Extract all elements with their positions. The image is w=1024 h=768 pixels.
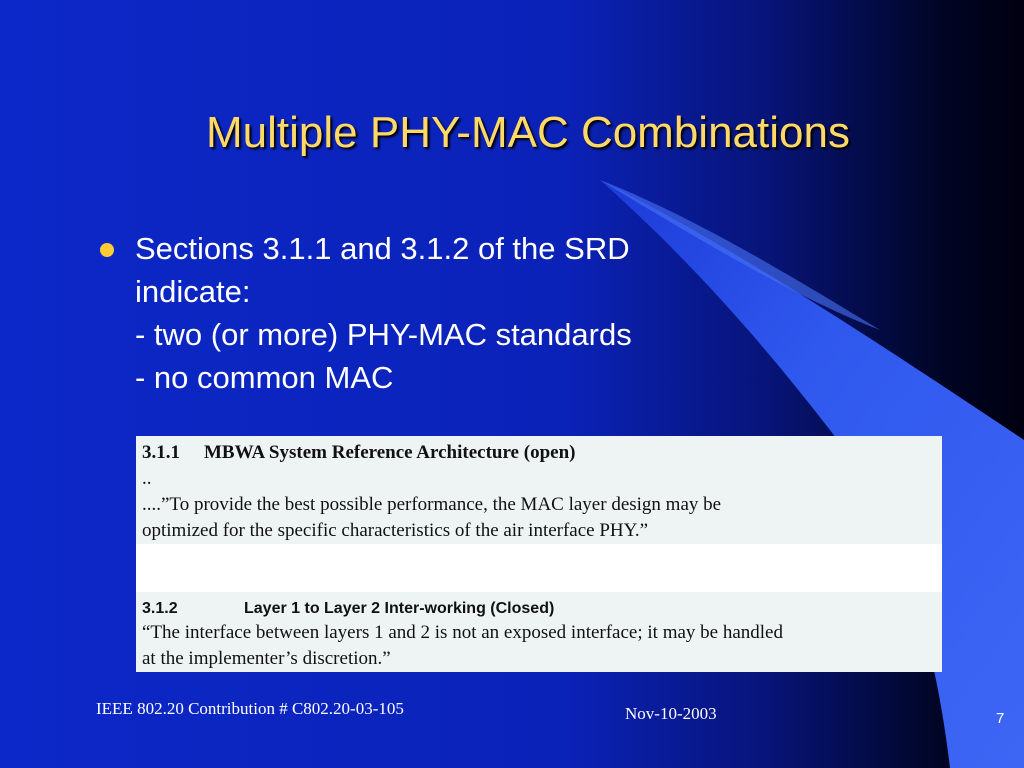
- section-title: MBWA System Reference Architecture (open): [204, 442, 576, 463]
- bullet-line: Sections 3.1.1 and 3.1.2 of the SRD: [135, 231, 630, 266]
- footer-contribution: IEEE 802.20 Contribution # C802.20-03-105: [96, 699, 404, 718]
- section-heading: [142, 440, 936, 466]
- excerpt-ellipsis: ..: [142, 468, 152, 489]
- srd-excerpt-image: [136, 436, 942, 672]
- excerpt-spacer: [136, 544, 942, 592]
- excerpt-quote-line: optimized for the specific characteristics of the air interface PHY.”: [142, 520, 649, 541]
- bullet-line: - no common MAC: [135, 360, 394, 395]
- excerpt-section-3-1-2: [136, 592, 942, 672]
- footer-date: Nov-10-2003: [625, 704, 717, 723]
- section-number: 3.1.2: [142, 600, 178, 617]
- section-heading: [142, 596, 936, 620]
- bullet-text: [135, 227, 795, 399]
- footer-page-number: 7: [996, 710, 1005, 727]
- section-number: 3.1.1: [142, 442, 180, 463]
- excerpt-quote-line: “The interface between layers 1 and 2 is not an exposed interface; it may be handled: [142, 622, 783, 643]
- bullet-dot-icon: [100, 243, 114, 257]
- excerpt-section-3-1-1: [136, 436, 942, 544]
- excerpt-quote-line: at the implementer’s discretion.”: [142, 648, 391, 669]
- bullet-line: - two (or more) PHY-MAC standards: [135, 317, 632, 352]
- bullet-line: indicate:: [135, 274, 251, 309]
- section-title: Layer 1 to Layer 2 Inter-working (Closed): [244, 600, 555, 617]
- slide-title: Multiple PHY-MAC Combinations: [206, 108, 850, 157]
- excerpt-quote-line: ....”To provide the best possible performance, the MAC layer design may be: [142, 494, 722, 515]
